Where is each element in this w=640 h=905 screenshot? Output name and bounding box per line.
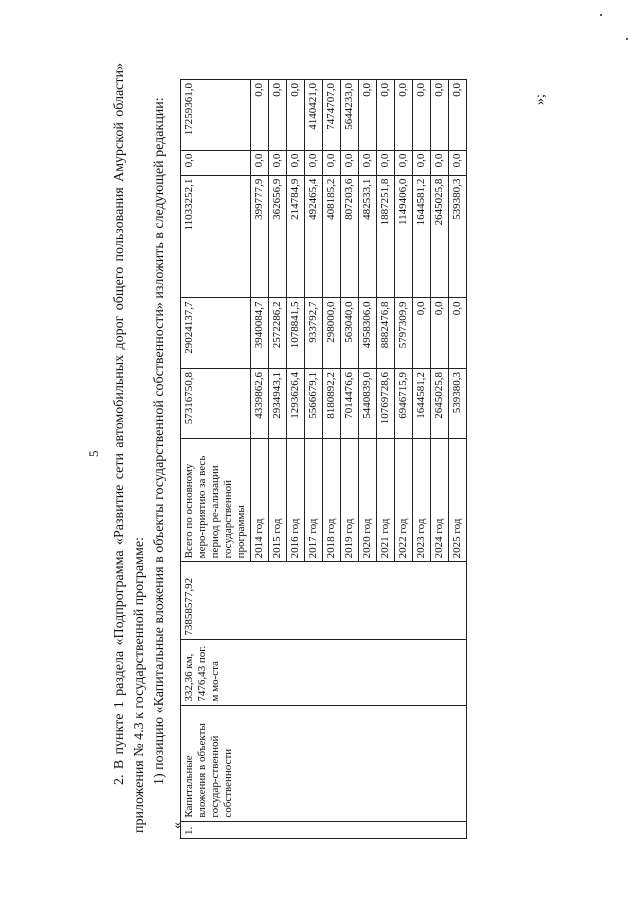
- regional-value-cell: 298000,0: [323, 298, 341, 369]
- local-value-cell: 0,0: [269, 150, 287, 175]
- total-value-cell: 1293626,4: [287, 368, 305, 439]
- summary-row: [181, 80, 251, 839]
- total-value-cell: 2645025,8: [431, 368, 449, 439]
- other-value-cell: 0,0: [269, 80, 287, 151]
- local-value-cell: 0,0: [449, 150, 467, 175]
- quote-open: «: [170, 822, 185, 829]
- other-value-cell: 0,0: [377, 80, 395, 151]
- regional-value-cell: 8882476,8: [377, 298, 395, 369]
- total-value-cell: 8180892,2: [323, 368, 341, 439]
- length-cell: 332,36 км, 7476,43 пог. м мо-ста: [181, 639, 467, 705]
- regional-value-cell: 5797309,9: [395, 298, 413, 369]
- summary-label-cell: Всего по основному меро-приятию за весь период ре-ализации государственной программы: [181, 439, 251, 562]
- regional-value-cell: 933792,7: [305, 298, 323, 369]
- intro-subitem: 1) позицию «Капитальные вложения в объекты государственной собственности» изложить в следующей редакции:: [152, 97, 167, 785]
- item-name-cell: Капитальные вложения в объекты государ-ственной собственности: [181, 705, 467, 821]
- regional-value-cell: 2572286,2: [269, 298, 287, 369]
- federal-value-cell: 1644581,2: [413, 175, 431, 298]
- other-value-cell: 4140421,0: [305, 80, 323, 151]
- other-value-cell: 0,0: [251, 80, 269, 151]
- year-cell: 2016 год: [287, 439, 305, 562]
- total-value-cell: 6946715,9: [395, 368, 413, 439]
- year-cell: 2023 год: [413, 439, 431, 562]
- rotated-content: [0, 5, 640, 905]
- other-value-cell: 5644233,0: [341, 80, 359, 151]
- summary-total-cell: 57316750,8: [181, 368, 251, 439]
- page-number: 5: [86, 450, 101, 457]
- year-cell: 2022 год: [395, 439, 413, 562]
- local-value-cell: 0,0: [323, 150, 341, 175]
- summary-local-cell: 0,0: [181, 150, 251, 175]
- regional-value-cell: 4958306,0: [359, 298, 377, 369]
- summary-federal-cell: 11033252,1: [181, 175, 251, 298]
- federal-value-cell: 1887251,8: [377, 175, 395, 298]
- quote-close: »;: [533, 94, 548, 105]
- other-value-cell: 7474707,0: [323, 80, 341, 151]
- year-cell: 2017 год: [305, 439, 323, 562]
- intro-text: [110, 63, 170, 833]
- year-cell: 2014 год: [251, 439, 269, 562]
- other-value-cell: 0,0: [449, 80, 467, 151]
- other-value-cell: 0,0: [287, 80, 305, 151]
- year-cell: 2015 год: [269, 439, 287, 562]
- local-value-cell: 0,0: [305, 150, 323, 175]
- total-value-cell: 5566679,1: [305, 368, 323, 439]
- federal-value-cell: 1149406,0: [395, 175, 413, 298]
- regional-value-cell: 1078841,5: [287, 298, 305, 369]
- total-value-cell: 1644581,2: [413, 368, 431, 439]
- federal-value-cell: 539380,3: [449, 175, 467, 298]
- year-cell: 2019 год: [341, 439, 359, 562]
- regional-value-cell: 563040,0: [341, 298, 359, 369]
- local-value-cell: 0,0: [341, 150, 359, 175]
- local-value-cell: 0,0: [359, 150, 377, 175]
- federal-value-cell: 2645025,8: [431, 175, 449, 298]
- local-value-cell: 0,0: [431, 150, 449, 175]
- local-value-cell: 0,0: [395, 150, 413, 175]
- summary-regional-cell: 29024137,7: [181, 298, 251, 369]
- local-value-cell: 0,0: [287, 150, 305, 175]
- regional-value-cell: 0,0: [413, 298, 431, 369]
- table-body: [181, 80, 467, 839]
- year-cell: 2020 год: [359, 439, 377, 562]
- federal-value-cell: 408185,2: [323, 175, 341, 298]
- other-value-cell: 0,0: [431, 80, 449, 151]
- federal-value-cell: 807203,6: [341, 175, 359, 298]
- year-cell: 2018 год: [323, 439, 341, 562]
- row-number-cell: 1.: [181, 821, 467, 838]
- other-value-cell: 0,0: [359, 80, 377, 151]
- federal-value-cell: 362656,9: [269, 175, 287, 298]
- local-value-cell: 0,0: [413, 150, 431, 175]
- total-value-cell: 5440839,0: [359, 368, 377, 439]
- capital-investment-table: [180, 79, 467, 839]
- other-value-cell: 0,0: [413, 80, 431, 151]
- total-value-cell: 10769728,6: [377, 368, 395, 439]
- other-value-cell: 0,0: [395, 80, 413, 151]
- total-value-cell: 4339862,6: [251, 368, 269, 439]
- federal-value-cell: 399777,9: [251, 175, 269, 298]
- federal-value-cell: 482533,1: [359, 175, 377, 298]
- total-value-cell: 539380,3: [449, 368, 467, 439]
- year-cell: 2024 год: [431, 439, 449, 562]
- total-cost-cell: 73858577,92: [181, 562, 467, 639]
- regional-value-cell: 0,0: [449, 298, 467, 369]
- federal-value-cell: 214784,9: [287, 175, 305, 298]
- local-value-cell: 0,0: [377, 150, 395, 175]
- local-value-cell: 0,0: [251, 150, 269, 175]
- year-cell: 2021 год: [377, 439, 395, 562]
- intro-paragraph: 2. В пункте 1 раздела «Подпрограмма «Развитие сети автомобильных дорог общего пользования Амурской области» приложения № 4.3 к государственной программе:: [112, 63, 147, 833]
- total-value-cell: 7014476,6: [341, 368, 359, 439]
- summary-other-cell: 17259361,0: [181, 80, 251, 151]
- federal-value-cell: 492465,4: [305, 175, 323, 298]
- total-value-cell: 2934943,1: [269, 368, 287, 439]
- regional-value-cell: 3940084,7: [251, 298, 269, 369]
- regional-value-cell: 0,0: [431, 298, 449, 369]
- year-cell: 2025 год: [449, 439, 467, 562]
